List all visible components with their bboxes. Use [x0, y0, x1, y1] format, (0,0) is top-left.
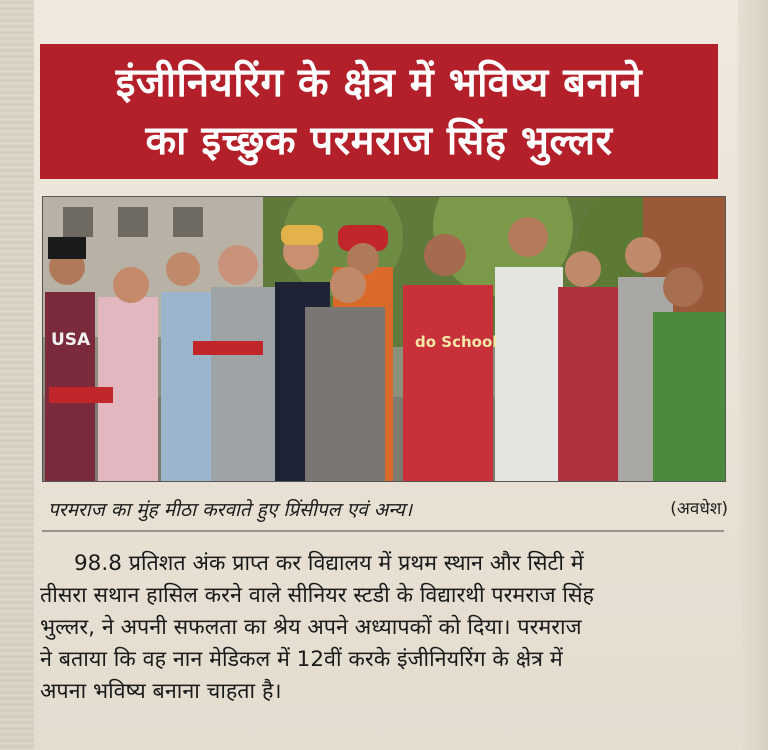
news-photo	[42, 196, 726, 482]
shirt-red-text: do School	[415, 333, 498, 351]
article-line: ने बताया कि वह नान मेडिकल में 12वीं करके इंजीनियरिंग के क्षेत्र में	[40, 647, 563, 672]
article-line: 98.8 प्रतिशत अंक प्राप्त कर विद्यालय में प्रथम स्थान और सिटी में	[74, 551, 584, 576]
photo-caption: परमराज का मुंह मीठा करवाते हुए प्रिंसीपल एवं अन्य।	[48, 499, 413, 521]
article-body	[40, 548, 740, 708]
sweet-box-icon	[193, 341, 263, 355]
article-line: भुल्लर, ने अपनी सफलता का श्रेय अपने अध्यापकों को दिया। परमराज	[40, 615, 582, 640]
photo-credit: (अवधेश)	[670, 499, 728, 519]
shirt-usa-text: USA	[51, 330, 91, 350]
paper-fold-edge	[0, 0, 34, 750]
headline-line-2: का इच्छुक परमराज सिंह भुल्लर	[145, 117, 613, 164]
headline-banner	[40, 44, 718, 179]
article-line: अपना भविष्य बनाना चाहता है।	[40, 679, 282, 704]
headline-line-1: इंजीनियरिंग के क्षेत्र में भविष्य बनाने	[115, 59, 643, 106]
divider	[42, 530, 724, 532]
sweet-box-icon	[49, 387, 113, 403]
group-photo-illustration	[43, 197, 725, 481]
paper-right-margin	[738, 0, 768, 750]
article-line: तीसरा सथान हासिल करने वाले सीनियर स्टडी के विद्यारथी परमराज सिंह	[40, 583, 594, 608]
